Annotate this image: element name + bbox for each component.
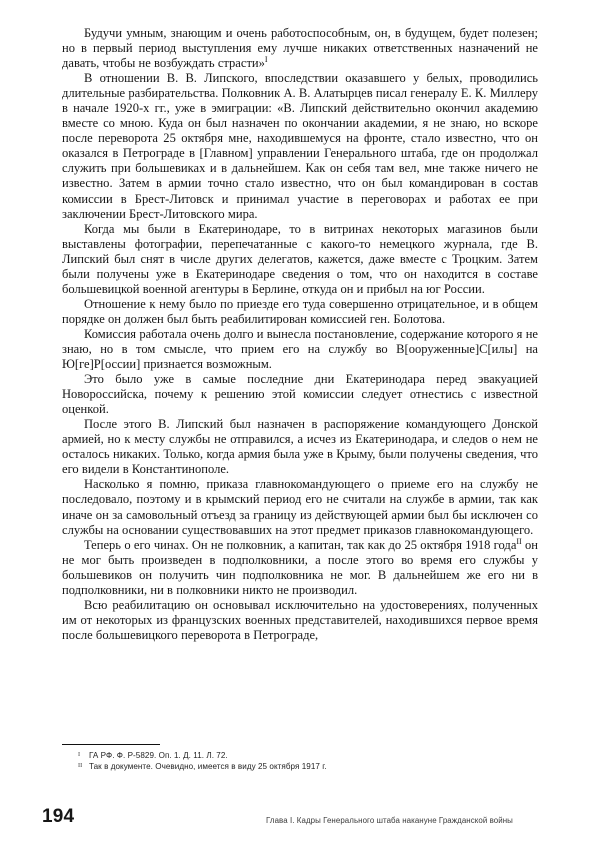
paragraph-text: Комиссия работала очень долго и вынесла постановление, содержание которого я не знаю, но в том смысле, что прием его на службу во В[ооруженные]С[илы] на Ю[ге]Р[оссии] признается возможным.	[62, 326, 538, 372]
footnote-separator-rule	[62, 744, 160, 745]
paragraph	[62, 222, 538, 297]
footnote-text: ГА РФ. Ф. Р-5829. Оп. 1. Д. 11. Л. 72.	[89, 751, 228, 760]
paragraph-text-continued: он не мог быть произведен в подполковники, а после этого во время его службы у большевиков он получить чин подполковника не мог. В дальнейшем же его ни в подполковники, ни в полковники никто не производил.	[62, 537, 538, 597]
paragraph	[62, 327, 538, 372]
page-footer	[0, 806, 600, 840]
paragraph-text: Отношение к нему было по приезде его туда совершенно отрицательное, и в общем порядке он должен был быть реабилитирован комиссией ген. Болотова.	[62, 296, 538, 326]
running-head: Глава I. Кадры Генерального штаба накануне Гражданской войны	[266, 816, 513, 825]
footnote-item	[62, 762, 538, 773]
footnote-reference-1[interactable]: I	[264, 54, 268, 64]
paragraph	[62, 297, 538, 327]
paragraph-text: Это было уже в самые последние дни Екатеринодара перед эвакуацией Новороссийска, почему к решению этой комиссии следует отнестись с известной оценкой.	[62, 372, 538, 417]
footnotes-block	[62, 744, 538, 772]
footnote-reference-2[interactable]: II	[516, 536, 522, 546]
paragraph	[62, 598, 538, 643]
footnote-item	[62, 751, 538, 762]
paragraph-text: Когда мы были в Екатеринодаре, то в витринах некоторых магазинов были выставлены фотографии, перепечатанные с какого-то немецкого журнала, где В. Липский был снят в числе других делегатов, кажется, даже вместе с Троцким. Затем были получены уже в Екатеринодаре сведения о том, что он находится в составе большевицкой военной агентуры в Берлине, откуда он и прибыл на юг России.	[62, 221, 538, 296]
paragraph-text: Будучи умным, знающим и очень работоспособным, он, в будущем, будет полезен; но в первый период выступления ему лучше никаких ответственных назначений не давать, чтобы не возбуждать страсти»	[62, 26, 538, 71]
paragraph	[62, 477, 538, 537]
paragraph-text: Насколько я помню, приказа главнокомандующего о приеме его на службу не последовало, поэтому и в крымский период его не считали на службе в армии, так как иначе он за самовольный отъезд за границу из действующей армии был бы исключен со службы на основании существовавших на этот предмет приказов главнокомандующего.	[62, 477, 538, 537]
page-number: 194	[42, 806, 75, 827]
paragraph-text: Теперь о его чинах. Он не полковник, а капитан, так как до 25 октября 1918 года	[84, 537, 517, 552]
paragraph-text: В отношении В. В. Липского, впоследствии оказавшего у белых, проводились длительные разбирательства. Полковник А. В. Алатырцев писал генералу Е. К. Миллеру в начале 1920-х гг., уже в эмиграции: «В. Липский действительно окончил академию вместе со мною. Куда он был назначен по окончании академии, я не знаю, но вскоре после переворота 25 октября мне, находившемуся на фронте, стало известно, что он оказался в Петрограде в [Главном] управлении Генерального штаба, где он продолжал служить при большевиках и в дальнейшем. Как он себя там вел, мне также ничего не известно. Затем в армии точно стало известно, что он был командирован в состав комиссии в Брест-Литовск и принимал участие в переговорах и работах ее при заключении Брест-Литовского мира.	[62, 71, 538, 221]
paragraph	[62, 26, 538, 71]
paragraph-text: После этого В. Липский был назначен в распоряжение командующего Донской армией, но к месту службы не отправился, а исчез из Екатеринодара, и следов о нем не осталось никаких. Только, когда армия была уже в Крыму, были получены сведения, что его видели в Константинополе.	[62, 417, 538, 477]
paragraph	[62, 372, 538, 417]
paragraph	[62, 71, 538, 221]
footnote-marker: II	[78, 761, 83, 769]
body-text-block	[62, 26, 538, 643]
paragraph-text: Всю реабилитацию он основывал исключительно на удостоверениях, полученных им от некоторых из французских военных представителей, находившихся первое время после большевицкого переворота в Петрограде,	[62, 597, 538, 642]
paragraph	[62, 538, 538, 598]
paragraph	[62, 417, 538, 477]
footnote-text: Так в документе. Очевидно, имеется в виду 25 октября 1917 г.	[89, 761, 327, 771]
footnote-marker: I	[78, 751, 81, 758]
